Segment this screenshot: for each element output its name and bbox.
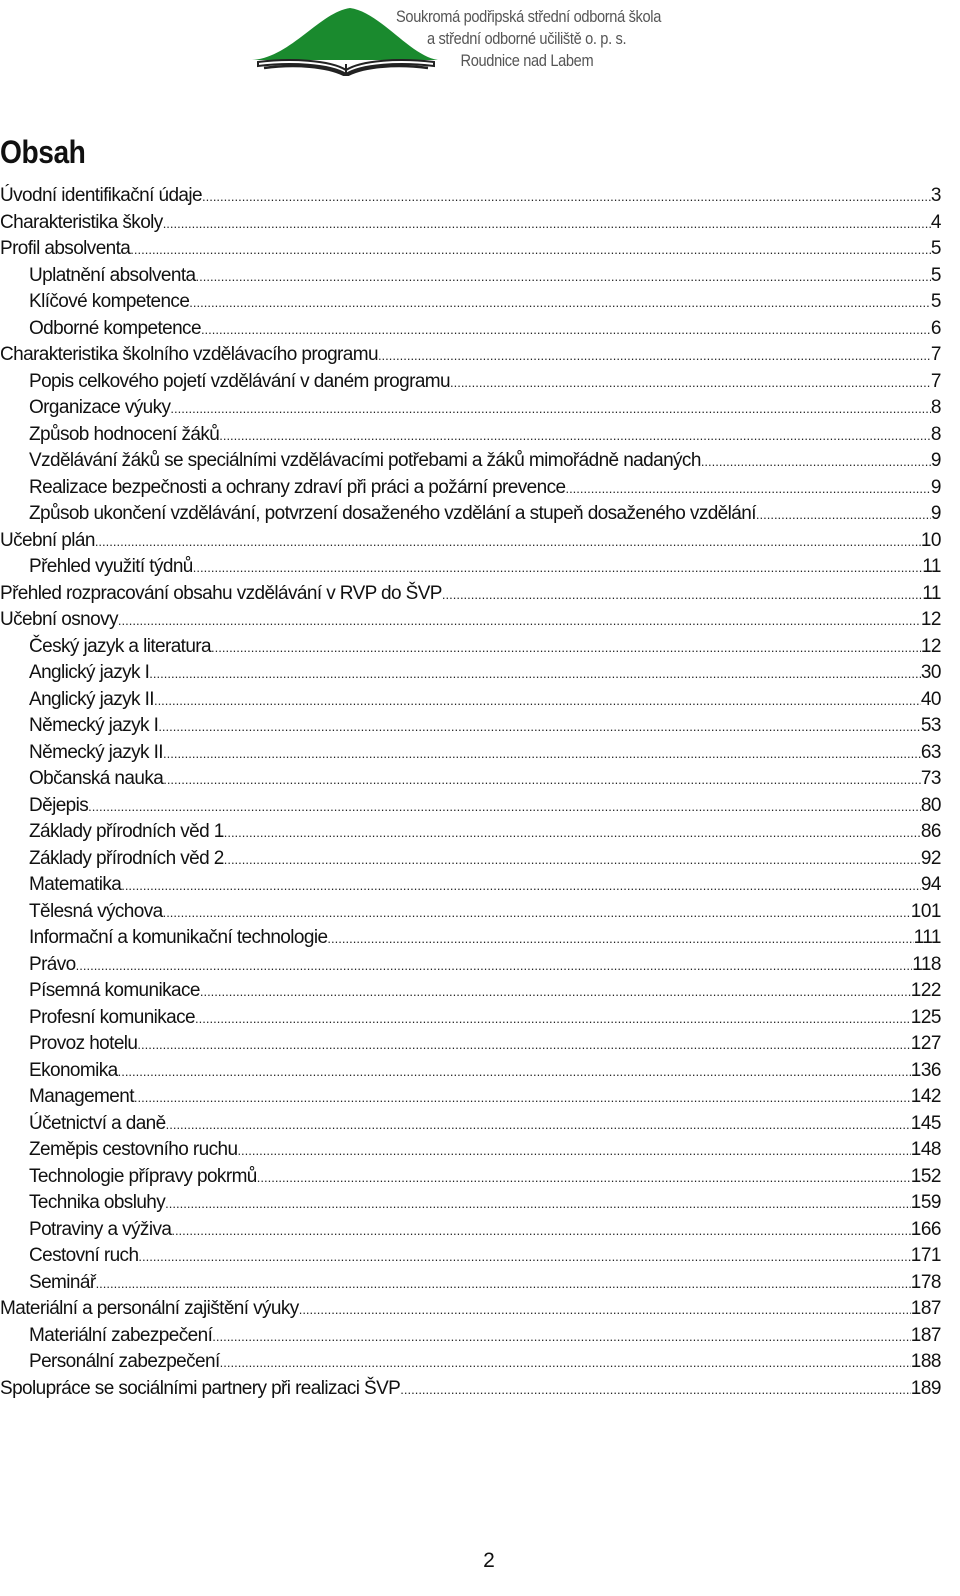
toc-entry-page: 80: [920, 794, 941, 816]
toc-entry-page: 73: [920, 768, 941, 789]
toc-entry-label: Učební plán: [0, 529, 95, 551]
toc-entry-page: 7: [930, 344, 941, 365]
toc-entry[interactable]: [0, 1005, 941, 1032]
toc-entry[interactable]: [0, 819, 941, 846]
toc-entry[interactable]: [0, 316, 941, 343]
toc-entry-label: Německý jazyk I: [29, 715, 159, 736]
toc-entry-page: 188: [910, 1351, 941, 1372]
toc-dot-leader: [158, 714, 921, 740]
toc-dot-leader: [163, 900, 911, 926]
toc-dot-leader: [118, 608, 921, 634]
toc-entry[interactable]: [0, 872, 941, 899]
toc-dot-leader: [257, 1165, 911, 1191]
toc-entry-page: 30: [920, 662, 941, 683]
toc-entry-label: Účetnictví a daně: [29, 1112, 166, 1134]
toc-dot-leader: [154, 688, 921, 714]
toc-entry-label: Realizace bezpečnosti a ochrany zdraví při práci a požární prevence: [29, 476, 566, 498]
toc-entry[interactable]: [0, 448, 941, 475]
toc-entry-label: Spolupráce se sociálními partnery při realizaci ŠVP: [0, 1377, 401, 1399]
toc-dot-leader: [756, 502, 931, 528]
toc-entry-label: Přehled využití týdnů: [29, 556, 193, 577]
toc-entry[interactable]: [0, 1323, 941, 1350]
toc-dot-leader: [96, 1271, 911, 1297]
toc-dot-leader: [134, 1085, 911, 1111]
toc-entry[interactable]: [0, 289, 941, 316]
toc-dot-leader: [195, 1006, 911, 1032]
toc-entry[interactable]: [0, 501, 941, 528]
toc-dot-leader: [219, 423, 931, 449]
toc-entry[interactable]: [0, 1058, 941, 1085]
toc-entry-label: Klíčové kompetence: [29, 291, 190, 312]
toc-entry[interactable]: [0, 687, 941, 714]
toc-entry-page: 166: [910, 1218, 941, 1240]
toc-dot-leader: [565, 476, 930, 502]
toc-entry-page: 5: [930, 264, 941, 286]
toc-entry[interactable]: [0, 581, 941, 608]
toc-entry[interactable]: [0, 1296, 941, 1323]
toc-entry[interactable]: [0, 634, 941, 661]
toc-dot-leader: [211, 635, 921, 661]
toc-entry[interactable]: [0, 1376, 941, 1403]
toc-entry-label: Provoz hotelu: [29, 1033, 138, 1054]
toc-dot-leader: [118, 1059, 911, 1085]
toc-entry-page: 11: [922, 556, 941, 577]
toc-entry-label: Způsob hodnocení žáků: [29, 423, 220, 445]
toc-dot-leader: [378, 343, 931, 369]
toc-entry-label: Matematika: [29, 874, 122, 895]
toc-entry-label: Učební osnovy: [0, 609, 118, 630]
toc-entry-label: Český jazyk a literatura: [29, 635, 212, 657]
toc-entry-page: 9: [930, 476, 941, 498]
toc-dot-leader: [149, 661, 921, 687]
toc-dot-leader: [171, 1218, 910, 1244]
toc-entry-page: 12: [920, 635, 941, 657]
toc-entry[interactable]: [0, 660, 941, 687]
toc-entry-label: Potraviny a výživa: [29, 1218, 172, 1240]
toc-entry-label: Seminář: [29, 1271, 96, 1293]
toc-entry-label: Charakteristika školního vzdělávacího programu: [0, 344, 378, 365]
school-name: [396, 6, 671, 72]
toc-entry[interactable]: [0, 1349, 941, 1376]
toc-entry-label: Informační a komunikační technologie: [29, 927, 328, 948]
toc-entry-page: 86: [920, 821, 941, 842]
toc-entry[interactable]: [0, 899, 941, 926]
toc-dot-leader: [163, 767, 921, 793]
toc-entry-page: 127: [910, 1033, 941, 1054]
toc-entry[interactable]: [0, 1217, 941, 1244]
toc-entry-label: Dějepis: [29, 794, 89, 816]
toc-dot-leader: [121, 873, 921, 899]
toc-entry-label: Materiální zabezpečení: [29, 1324, 213, 1346]
toc-entry-page: 63: [920, 741, 941, 763]
toc-entry[interactable]: [0, 554, 941, 581]
toc-entry-label: Vzdělávání žáků se speciálními vzdělávacími potřebami a žáků mimořádně nadaných: [29, 450, 701, 471]
toc-entry-page: 7: [930, 370, 941, 392]
toc-entry-page: 118: [912, 953, 941, 975]
toc-dot-leader: [220, 1350, 911, 1376]
toc-dot-leader: [299, 1297, 911, 1323]
toc-entry-page: 92: [920, 847, 941, 869]
toc-entry-page: 145: [910, 1112, 941, 1134]
toc-entry-label: Právo: [29, 953, 76, 975]
toc-dot-leader: [138, 1244, 910, 1270]
page-number-footer: [0, 1548, 960, 1574]
toc-dot-leader: [201, 317, 931, 343]
toc-entry-label: Profesní komunikace: [29, 1006, 196, 1028]
toc-entry[interactable]: [0, 952, 941, 979]
toc-entry-page: 125: [910, 1006, 941, 1028]
toc-entry-label: Písemná komunikace: [29, 980, 200, 1001]
toc-entry-page: 8: [930, 397, 941, 418]
toc-entry[interactable]: [0, 1084, 941, 1111]
toc-entry-page: 10: [920, 529, 941, 551]
toc-entry-label: Profil absolventa: [0, 238, 131, 259]
toc-dot-leader: [130, 237, 931, 263]
toc-entry-page: 9: [930, 503, 941, 524]
toc-dot-leader: [196, 264, 931, 290]
toc-entry-page: 8: [930, 423, 941, 445]
toc-dot-leader: [450, 370, 931, 396]
page-number: 2: [483, 1549, 495, 1572]
toc-entry-label: Základy přírodních věd 2: [29, 847, 224, 869]
toc-entry[interactable]: [0, 183, 941, 210]
toc-entry-page: 12: [920, 609, 941, 630]
toc-entry-page: 5: [930, 291, 941, 312]
toc-entry-page: 136: [910, 1059, 941, 1081]
toc-entry-label: Management: [29, 1086, 134, 1107]
toc-entry[interactable]: [0, 369, 941, 396]
toc-entry-label: Charakteristika školy: [0, 211, 163, 233]
toc-entry-label: Přehled rozpracování obsahu vzdělávání v RVP do ŠVP: [0, 582, 442, 604]
toc-dot-leader: [137, 1032, 910, 1058]
toc-entry-label: Zeměpis cestovního ruchu: [29, 1139, 238, 1160]
toc-dot-leader: [165, 1191, 911, 1217]
toc-entry-page: 187: [910, 1324, 941, 1346]
toc-entry-page: 101: [910, 900, 941, 922]
toc-entry[interactable]: [0, 210, 941, 237]
toc-entry[interactable]: [0, 978, 941, 1005]
toc-entry[interactable]: [0, 1243, 941, 1270]
toc-entry[interactable]: [0, 713, 941, 740]
toc-entry[interactable]: [0, 528, 941, 555]
toc-entry[interactable]: [0, 1137, 941, 1164]
toc-entry[interactable]: [0, 1270, 941, 1297]
toc-title: Obsah: [0, 134, 86, 170]
school-name-line-3: Roudnice nad Labem: [460, 51, 594, 70]
toc-dot-leader: [88, 794, 921, 820]
toc-entry-page: 171: [910, 1245, 941, 1266]
toc-dot-leader: [212, 1324, 911, 1350]
toc-entry-page: 178: [910, 1271, 941, 1293]
toc-entry-page: 11: [922, 582, 941, 604]
toc-entry-page: 148: [910, 1139, 941, 1160]
toc-entry-page: 53: [920, 715, 941, 736]
toc-entry-label: Ekonomika: [29, 1059, 118, 1081]
toc-entry-label: Anglický jazyk I: [29, 662, 150, 683]
toc-entry-page: 4: [930, 211, 941, 233]
toc-dot-leader: [202, 184, 931, 210]
toc-dot-leader: [163, 211, 931, 237]
toc-entry[interactable]: [0, 846, 941, 873]
toc-entry-page: 152: [910, 1165, 941, 1187]
toc-entry-label: Anglický jazyk II: [29, 688, 154, 710]
toc-entry-label: Organizace výuky: [29, 397, 171, 418]
toc-entry-page: 187: [910, 1298, 941, 1319]
toc-entry-page: 142: [910, 1086, 941, 1107]
toc-entry[interactable]: [0, 607, 941, 634]
toc-entry-label: Personální zabezpečení: [29, 1351, 220, 1372]
page-header: [0, 0, 960, 90]
school-name-line-2: a střední odborné učiliště o. p. s.: [426, 29, 627, 48]
toc-entry-label: Cestovní ruch: [29, 1245, 139, 1266]
toc-entry-label: Popis celkového pojetí vzdělávání v daném programu: [29, 370, 450, 392]
toc-dot-leader: [400, 1377, 911, 1403]
toc-dot-leader: [163, 741, 921, 767]
toc-entry-label: Základy přírodních věd 1: [29, 821, 224, 842]
toc-entry-label: Tělesná výchova: [29, 900, 163, 922]
toc-entry[interactable]: [0, 766, 941, 793]
toc-entry[interactable]: [0, 925, 941, 952]
toc-dot-leader: [95, 529, 921, 555]
toc-dot-leader: [327, 926, 913, 952]
toc-dot-leader: [166, 1112, 911, 1138]
toc-entry-label: Úvodní identifikační údaje: [0, 185, 202, 206]
toc-entry[interactable]: [0, 342, 941, 369]
toc-dot-leader: [193, 555, 922, 581]
toc-entry[interactable]: [0, 1190, 941, 1217]
toc-dot-leader: [701, 449, 931, 475]
toc-dot-leader: [76, 953, 913, 979]
toc-dot-leader: [189, 290, 931, 316]
toc-entry[interactable]: [0, 740, 941, 767]
toc-entry-label: Německý jazyk II: [29, 741, 163, 763]
toc-dot-leader: [200, 979, 911, 1005]
toc-entry-label: Technologie přípravy pokrmů: [29, 1165, 257, 1187]
toc-entry-page: 111: [913, 927, 941, 948]
toc-entry[interactable]: [0, 475, 941, 502]
toc-entry[interactable]: [0, 1111, 941, 1138]
toc-entry-label: Materiální a personální zajištění výuky: [0, 1298, 299, 1319]
toc-entry[interactable]: [0, 422, 941, 449]
toc-entry-page: 122: [910, 980, 941, 1001]
toc-entry-page: 9: [930, 450, 941, 471]
toc-entry[interactable]: [0, 395, 941, 422]
toc-entry-page: 6: [930, 317, 941, 339]
toc-entry-page: 5: [930, 238, 941, 259]
toc-entry[interactable]: [0, 1031, 941, 1058]
toc-entry-page: 189: [910, 1377, 941, 1399]
toc-dot-leader: [237, 1138, 910, 1164]
toc-entry-label: Technika obsluhy: [29, 1192, 166, 1213]
toc-dot-leader: [442, 582, 922, 608]
table-of-contents: [0, 183, 941, 1402]
school-name-line-1: Soukromá podřipská střední odborná škola: [396, 7, 662, 26]
toc-dot-leader: [224, 847, 921, 873]
toc-entry[interactable]: [0, 1164, 941, 1191]
toc-entry-page: 40: [920, 688, 941, 710]
toc-entry-page: 94: [920, 874, 941, 895]
toc-entry-label: Občanská nauka: [29, 768, 164, 789]
toc-entry-label: Způsob ukončení vzdělávání, potvrzení dosaženého vzdělání a stupeň dosaženého vzdělání: [29, 503, 756, 524]
toc-entry[interactable]: [0, 263, 941, 290]
toc-entry-page: 159: [910, 1192, 941, 1213]
toc-entry[interactable]: [0, 793, 941, 820]
toc-entry-page: 3: [930, 185, 941, 206]
toc-entry-label: Uplatnění absolventa: [29, 264, 196, 286]
toc-entry[interactable]: [0, 236, 941, 263]
toc-dot-leader: [224, 820, 921, 846]
toc-entry-label: Odborné kompetence: [29, 317, 201, 339]
toc-dot-leader: [170, 396, 931, 422]
